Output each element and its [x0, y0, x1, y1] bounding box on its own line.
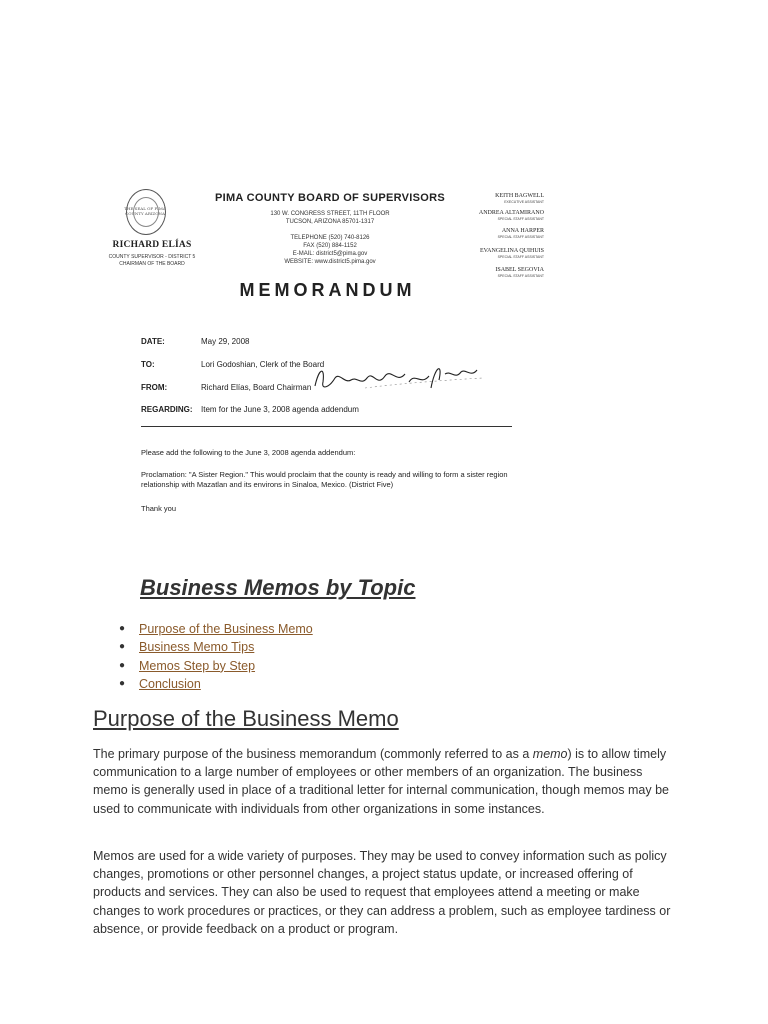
address-line2: TUCSON, ARIZONA 85701-1317	[285, 219, 375, 225]
bullet-icon: ●	[119, 659, 126, 671]
regarding-value: Item for the June 3, 2008 agenda addendum	[201, 405, 359, 414]
regarding-label: REGARDING:	[141, 405, 193, 414]
bullet-icon: ●	[119, 677, 126, 689]
staff-name: ANDREA ALTAMIRANO	[478, 210, 544, 216]
staff-name: ANNA HARPER	[501, 228, 544, 234]
staff-name: EVANGELINA QUIHUIS	[479, 248, 544, 254]
toc-link-purpose[interactable]: Purpose of the Business Memo	[139, 622, 313, 636]
toc-link-tips[interactable]: Business Memo Tips	[139, 640, 255, 655]
memorandum-heading: MEMORANDUM	[239, 280, 416, 300]
date-label: DATE:	[141, 337, 165, 346]
toc-link-step-by-step[interactable]: Memos Step by Step	[139, 658, 256, 673]
staff-entry	[460, 193, 544, 205]
topic-list	[119, 620, 313, 693]
memo-divider	[141, 426, 512, 427]
page-title: Business Memos by Topic	[140, 575, 416, 600]
purpose-paragraph	[93, 745, 678, 818]
date-value: May 29, 2008	[201, 337, 250, 346]
list-item	[119, 638, 313, 656]
website: WEBSITE: www.district5.pima.gov	[284, 259, 376, 265]
section-heading: Purpose of the Business Memo	[93, 706, 399, 731]
toc-link-conclusion[interactable]: Conclusion	[139, 676, 201, 691]
bullet-icon: ●	[119, 641, 126, 653]
board-title: PIMA COUNTY BOARD OF SUPERVISORS	[214, 192, 446, 204]
supervisor-name: RICHARD ELÍAS	[112, 240, 192, 250]
supervisor-role: CHAIRMAN OF THE BOARD	[119, 261, 185, 267]
telephone: TELEPHONE (520) 740-8126	[290, 235, 370, 241]
staff-title: EXECUTIVE ASSISTANT	[504, 200, 544, 204]
staff-name: KEITH BAGWELL	[495, 193, 544, 199]
list-item	[119, 675, 313, 693]
staff-title: SPECIAL STAFF ASSISTANT	[497, 235, 544, 239]
to-value: Lori Godoshian, Clerk of the Board	[201, 360, 325, 369]
handwritten-signature	[305, 358, 485, 398]
emphasis-text: memo	[532, 747, 568, 761]
email: E-MAIL: district5@pima.gov	[292, 251, 368, 257]
from-label: FROM:	[141, 383, 168, 392]
paragraph-text: ) is to allow timely communication to a large number of employees or other members of an organization. The business memo is generally used in place of a traditional letter for internal communication, though memos may be used to communicate with individuals from other organizations in some instances.	[93, 747, 669, 816]
seal-text: THE SEAL OF PIMA COUNTY ARIZONA	[124, 206, 166, 216]
address-line1: 130 W. CONGRESS STREET, 11TH FLOOR	[270, 211, 390, 217]
supervisor-title: COUNTY SUPERVISOR - DISTRICT 5	[108, 254, 196, 260]
staff-title: SPECIAL STAFF ASSISTANT	[497, 217, 544, 221]
from-value: Richard Elías, Board Chairman	[201, 383, 312, 392]
county-seal-icon	[126, 189, 166, 235]
staff-entry	[460, 267, 544, 279]
paragraph-text: The primary purpose of the business memorandum (commonly referred to as a	[93, 747, 533, 761]
memo-body-proclamation: Proclamation: "A Sister Region." This would proclaim that the county is ready and willing to form a sister region relationship with Mazatlan and its environs in Sinaloa, Mexico. (District Five)	[141, 470, 508, 489]
memo-body-closing: Thank you	[141, 504, 177, 513]
list-item	[119, 620, 313, 638]
staff-title: SPECIAL STAFF ASSISTANT	[497, 274, 544, 278]
memo-body-intro: Please add the following to the June 3, 2008 agenda addendum:	[141, 448, 356, 457]
staff-entry	[460, 210, 544, 222]
fax: FAX (520) 884-1152	[303, 243, 357, 249]
staff-entry	[460, 228, 544, 240]
staff-entry	[460, 248, 544, 260]
uses-paragraph: Memos are used for a wide variety of purposes. They may be used to convey information such as policy changes, promotions or other personnel changes, a project status update, or increased offering of products and services. They can also be used to request that employees attend a meeting or make changes to work procedures or practices, or they can address a problem, such as employee tardiness or absence, or provide feedback on a product or program.	[93, 849, 671, 936]
staff-title: SPECIAL STAFF ASSISTANT	[497, 255, 544, 259]
staff-name: ISABEL SEGOVIA	[495, 267, 544, 273]
to-label: TO:	[141, 360, 155, 369]
bullet-icon: ●	[119, 623, 126, 634]
memo-scan-image	[100, 180, 550, 532]
list-item	[119, 657, 313, 675]
